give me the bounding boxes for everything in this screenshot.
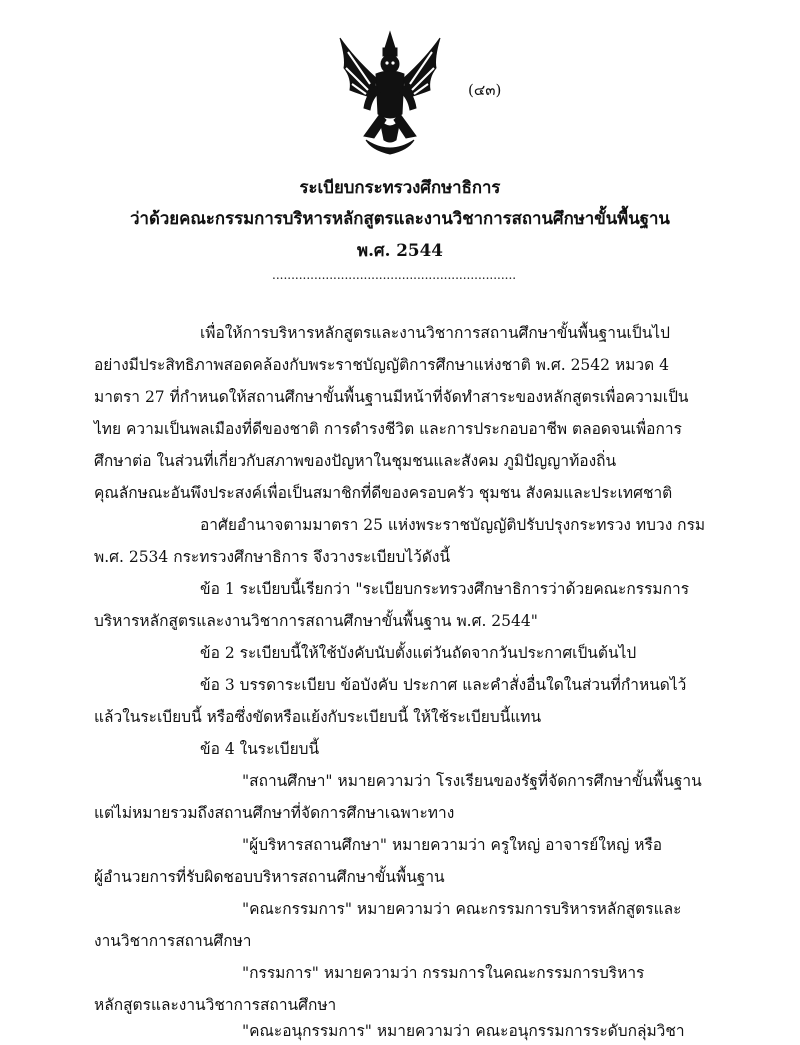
clause-3: ข้อ 3 บรรดาระเบียบ ข้อบังคับ ประกาศ และคำสั่งอื่นใดในส่วนที่กำหนดไว้ xyxy=(200,676,687,694)
body-line: ผู้อำนวยการที่รับผิดชอบบริหารสถานศึกษาขั้นพื้นฐาน xyxy=(94,868,445,886)
body-line: ไทย ความเป็นพลเมืองที่ดีของชาติ การดำรงชีวิต และการประกอบอาชีพ ตลอดจนเพื่อการ xyxy=(94,420,682,438)
definition-line: "คณะกรรมการ" หมายความว่า คณะกรรมการบริหารหลักสูตรและ xyxy=(242,900,682,918)
definition-line: "กรรมการ" หมายความว่า กรรมการในคณะกรรมการบริหาร xyxy=(242,964,645,982)
clause-4: ข้อ 4 ในระเบียบนี้ xyxy=(200,740,320,758)
definition-line: "ผู้บริหารสถานศึกษา" หมายความว่า ครูใหญ่ อาจารย์ใหญ่ หรือ xyxy=(242,836,663,854)
body-line: พ.ศ. 2534 กระทรวงศึกษาธิการ จึงวางระเบียบไว้ดังนี้ xyxy=(94,548,451,566)
regulation-subtitle: ว่าด้วยคณะกรรมการบริหารหลักสูตรและงานวิชาการสถานศึกษาขั้นพื้นฐาน xyxy=(130,208,670,228)
clause-2: ข้อ 2 ระเบียบนี้ให้ใช้บังคับนับตั้งแต่วันถัดจากวันประกาศเป็นต้นไป xyxy=(200,644,637,662)
body-line: คุณลักษณะอันพึงประสงค์เพื่อเป็นสมาชิกที่ดีของครอบครัว ชุมชน สังคมและประเทศชาติ xyxy=(94,484,673,502)
garuda-emblem-icon xyxy=(330,28,450,158)
body-line: แต่ไม่หมายรวมถึงสถานศึกษาที่จัดการศึกษาเฉพาะทาง xyxy=(94,804,455,822)
body-line: บริหารหลักสูตรและงานวิชาการสถานศึกษาขั้นพื้นฐาน พ.ศ. 2544" xyxy=(94,612,538,630)
regulation-title: ระเบียบกระทรวงศึกษาธิการ xyxy=(299,177,501,197)
page-number: (๔๓) xyxy=(468,81,502,99)
regulation-year: พ.ศ. 2544 xyxy=(357,240,443,260)
body-line: ศึกษาต่อ ในส่วนที่เกี่ยวกับสภาพของปัญหาในชุมชนและสังคม ภูมิปัญญาท้องถิ่น xyxy=(94,452,617,470)
definition-line: "สถานศึกษา" หมายความว่า โรงเรียนของรัฐที่จัดการศึกษาขั้นพื้นฐาน xyxy=(242,772,702,790)
body-line: หลักสูตรและงานวิชาการสถานศึกษา xyxy=(94,996,337,1014)
body-line: มาตรา 27 ที่กำหนดให้สถานศึกษาขั้นพื้นฐานมีหน้าที่จัดทำสาระของหลักสูตรเพื่อความเป็น xyxy=(94,388,689,406)
definition-line: "คณะอนุกรรมการ" หมายความว่า คณะอนุกรรมการระดับกลุ่มวิชา xyxy=(242,1022,685,1040)
body-line: งานวิชาการสถานศึกษา xyxy=(94,932,252,950)
body-line: แล้วในระเบียบนี้ หรือซึ่งขัดหรือแย้งกับระเบียบนี้ ให้ใช้ระเบียบนี้แทน xyxy=(94,708,542,726)
body-line: เพื่อให้การบริหารหลักสูตรและงานวิชาการสถานศึกษาขั้นพื้นฐานเป็นไป xyxy=(200,324,670,342)
clause-1: ข้อ 1 ระเบียบนี้เรียกว่า "ระเบียบกระทรวงศึกษาธิการว่าด้วยคณะกรรมการ xyxy=(200,580,690,598)
body-line: อย่างมีประสิทธิภาพสอดคล้องกับพระราชบัญญัติการศึกษาแห่งชาติ พ.ศ. 2542 หมวด 4 xyxy=(94,356,669,374)
body-line: อาศัยอำนาจตามมาตรา 25 แห่งพระราชบัญญัติปรับปรุงกระทรวง ทบวง กรม xyxy=(200,516,706,534)
dotted-divider: ................................................................ xyxy=(272,268,517,282)
